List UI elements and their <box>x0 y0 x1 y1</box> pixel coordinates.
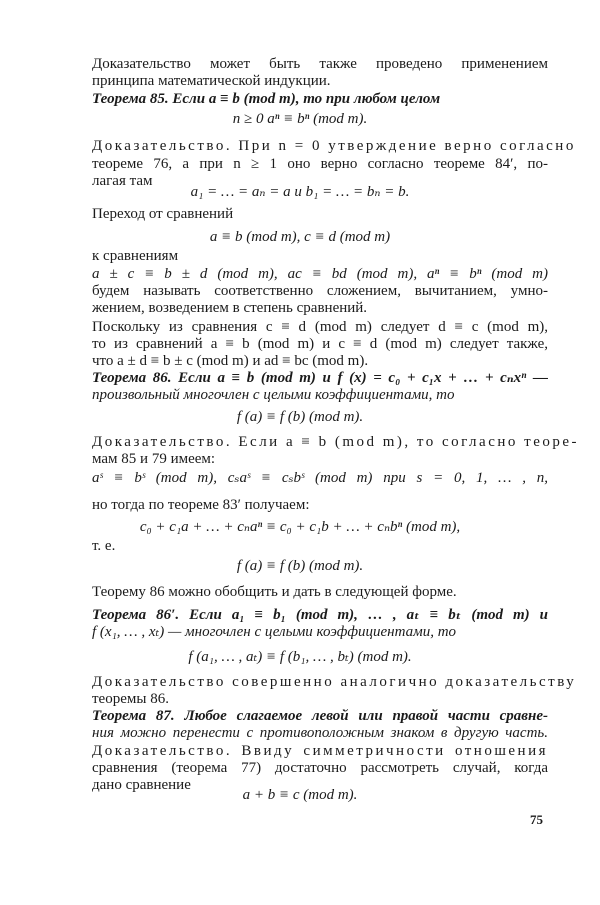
proof-line: Доказательство. Ввиду симметричности отношения <box>92 743 548 759</box>
text-line: Доказательство может быть также проведено применением <box>92 56 548 72</box>
text-line: теоремы 86. <box>92 691 169 707</box>
text-line: произвольный многочлен с целыми коэффициентами, то <box>92 387 455 403</box>
text-line: дано сравнение <box>92 777 191 793</box>
formula: a ≡ b (mod m), c ≡ d (mod m) <box>209 229 391 245</box>
text-line: Поскольку из сравнения c ≡ d (mod m) следует d ≡ c (mod m), <box>92 319 548 335</box>
text-line: к сравнениям <box>92 248 179 264</box>
text-line: то из сравнений a ≡ b (mod m) и c ≡ d (mod m) следует также, <box>92 336 548 352</box>
text-line: что a ± d ≡ b ± c (mod m) и ad ≡ bc (mod m). <box>92 353 369 369</box>
text-line: т. е. <box>92 538 116 554</box>
theorem-87-heading: Теорема 87. Любое слагаемое левой или правой части сравне- <box>92 708 548 724</box>
formula: n ≥ 0 aⁿ ≡ bⁿ (mod m). <box>232 111 368 127</box>
proof-line: Доказательство. При n = 0 утверждение верно согласно <box>92 138 576 154</box>
text-line: f (x₁, … , xₜ) — многочлен с целыми коэффициентами, то <box>92 624 457 640</box>
text-line: лагая там <box>92 173 153 189</box>
formula: f (a) ≡ f (b) (mod m). <box>236 409 364 425</box>
text-line: Теорему 86 можно обобщить и дать в следующей форме. <box>92 584 457 600</box>
text-line: жением, возведением в степень сравнений. <box>92 300 368 316</box>
formula: f (a) ≡ f (b) (mod m). <box>236 558 364 574</box>
formula: aˢ ≡ bˢ (mod m), cₛaˢ ≡ cₛbˢ (mod m) при s = 0, 1, … , n, <box>92 470 548 486</box>
proof-line: Доказательство. Если a ≡ b (mod m), то согласно теоре- <box>92 434 580 450</box>
text-line: мам 85 и 79 имеем: <box>92 451 216 467</box>
theorem-86-prime-heading: Теорема 86′. Если a₁ ≡ b₁ (mod m), … , aₜ ≡ bₜ (mod m) и <box>92 607 548 623</box>
text-line: ния можно перенести с противоположным знаком в другую часть. <box>92 725 548 741</box>
proof-line: Доказательство совершенно аналогично доказательству <box>92 674 577 690</box>
text-line: будем называть соответственно сложением, вычитанием, умно- <box>92 283 548 299</box>
formula: a + b ≡ c (mod m). <box>242 787 358 803</box>
theorem-85-heading: Теорема 85. Если a ≡ b (mod m), то при любом целом <box>92 91 441 107</box>
text-line: сравнения (теорема 77) достаточно рассмотреть случай, когда <box>92 760 548 776</box>
formula: a ± c ≡ b ± d (mod m), ac ≡ bd (mod m), aⁿ ≡ bⁿ (mod m) <box>92 266 548 282</box>
text-line: принципа математической индукции. <box>92 73 331 89</box>
text-line: но тогда по теореме 83′ получаем: <box>92 497 310 513</box>
formula: c₀ + c₁a + … + cₙaⁿ ≡ c₀ + c₁b + … + cₙbⁿ (mod m), <box>139 519 461 535</box>
theorem-86-heading: Теорема 86. Если a ≡ b (mod m) и f (x) = c₀ + c₁x + … + cₙxⁿ — <box>92 370 548 386</box>
text-line: Переход от сравнений <box>92 206 234 222</box>
formula: a₁ = … = aₙ = a и b₁ = … = bₙ = b. <box>190 184 410 200</box>
text-line: теореме 76, а при n ≥ 1 оно верно согласно теореме 84′, по- <box>92 156 548 172</box>
page-number: 75 <box>530 812 543 827</box>
formula: f (a₁, … , aₜ) ≡ f (b₁, … , bₜ) (mod m). <box>188 649 412 665</box>
